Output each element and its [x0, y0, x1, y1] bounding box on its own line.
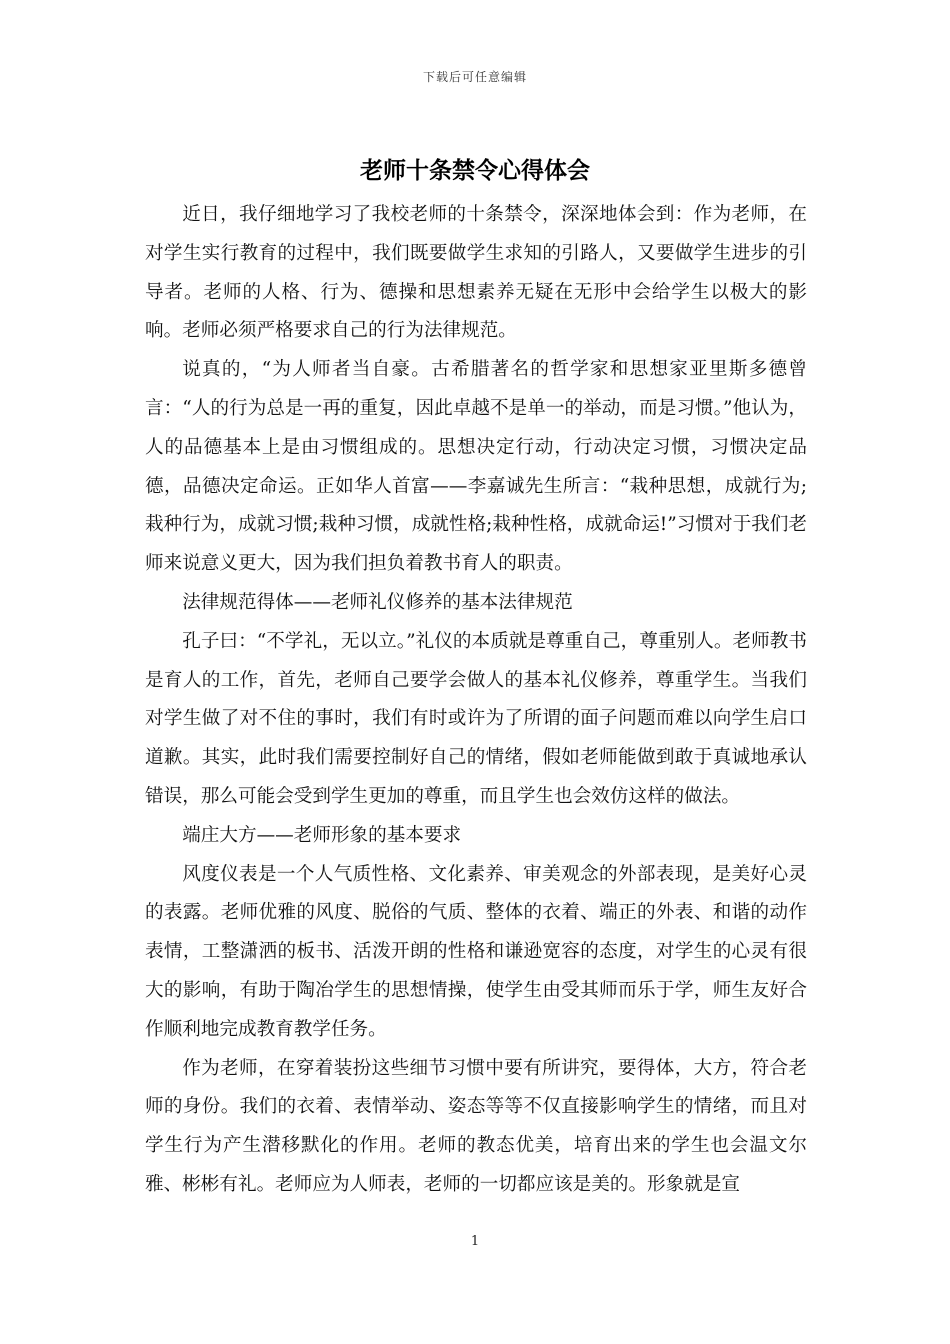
paragraph-demeanor: 风度仪表是一个人气质性格、文化素养、审美观念的外部表现，是美好心灵的表露。老师优雅的风度、脱俗的气质、整体的衣着、端正的外表、和谐的动作表情，工整潇洒的板书、活泼开朗的性格和谦逊宽容的态度，对学生的心灵有很大的影响，有助于陶冶学生的思想情操，使学生由受其师而乐于学，师生友好合作顺利地完成教育教学任务。: [145, 863, 807, 1040]
paragraph-intro: 近日，我仔细地学习了我校老师的十条禁令，深深地体会到：作为老师，在对学生实行教育的过程中，我们既要做学生求知的引路人，又要做学生进步的引导者。老师的人格、行为、德操和思想素养无疑在无形中会给学生以极大的影响。老师必须严格要求自己的行为法律规范。: [145, 204, 807, 342]
paragraph-etiquette: 孔子曰：“不学礼，无以立。”礼仪的本质就是尊重自己，尊重别人。老师教书是育人的工作，首先，老师自己要学会做人的基本礼仪修养，尊重学生。当我们对学生做了对不住的事时，我们有时或许为了所谓的面子问题而难以向学生启口道歉。其实，此时我们需要控制好自己的情绪，假如老师能做到敢于真诚地承认错误，那么可能会受到学生更加的尊重，而且学生也会效仿这样的做法。: [145, 630, 807, 807]
page-number: 1: [470, 1234, 480, 1249]
section-heading-appearance: 端庄大方——老师形象的基本要求: [182, 824, 462, 846]
document-title: 老师十条禁令心得体会: [360, 157, 590, 184]
paragraph-dress: 作为老师，在穿着装扮这些细节习惯中要有所讲究，要得体，大方，符合老师的身份。我们的衣着、表情举动、姿态等等不仅直接影响学生的情绪，而且对学生行为产生潜移默化的作用。老师的教态优美，培育出来的学生也会温文尔雅、彬彬有礼。老师应为人师表，老师的一切都应该是美的。形象就是宣: [145, 1057, 807, 1195]
document-body: [145, 196, 807, 1205]
section-heading-etiquette: 法律规范得体——老师礼仪修养的基本法律规范: [182, 591, 573, 613]
paragraph-habits: 说真的，“为人师者当自豪。古希腊著名的哲学家和思想家亚里斯多德曾言：“人的行为总是一再的重复，因此卓越不是单一的举动，而是习惯。”他认为，人的品德基本上是由习惯组成的。思想决定行动，行动决定习惯，习惯决定品德，品德决定命运。正如华人首富——李嘉诚先生所言：“栽种思想，成就行为;栽种行为，成就习惯;栽种习惯，成就性格;栽种性格，成就命运!”习惯对于我们老师来说意义更大，因为我们担负着教书育人的职责。: [145, 359, 807, 575]
header-note: 下载后可任意编辑: [422, 70, 527, 84]
